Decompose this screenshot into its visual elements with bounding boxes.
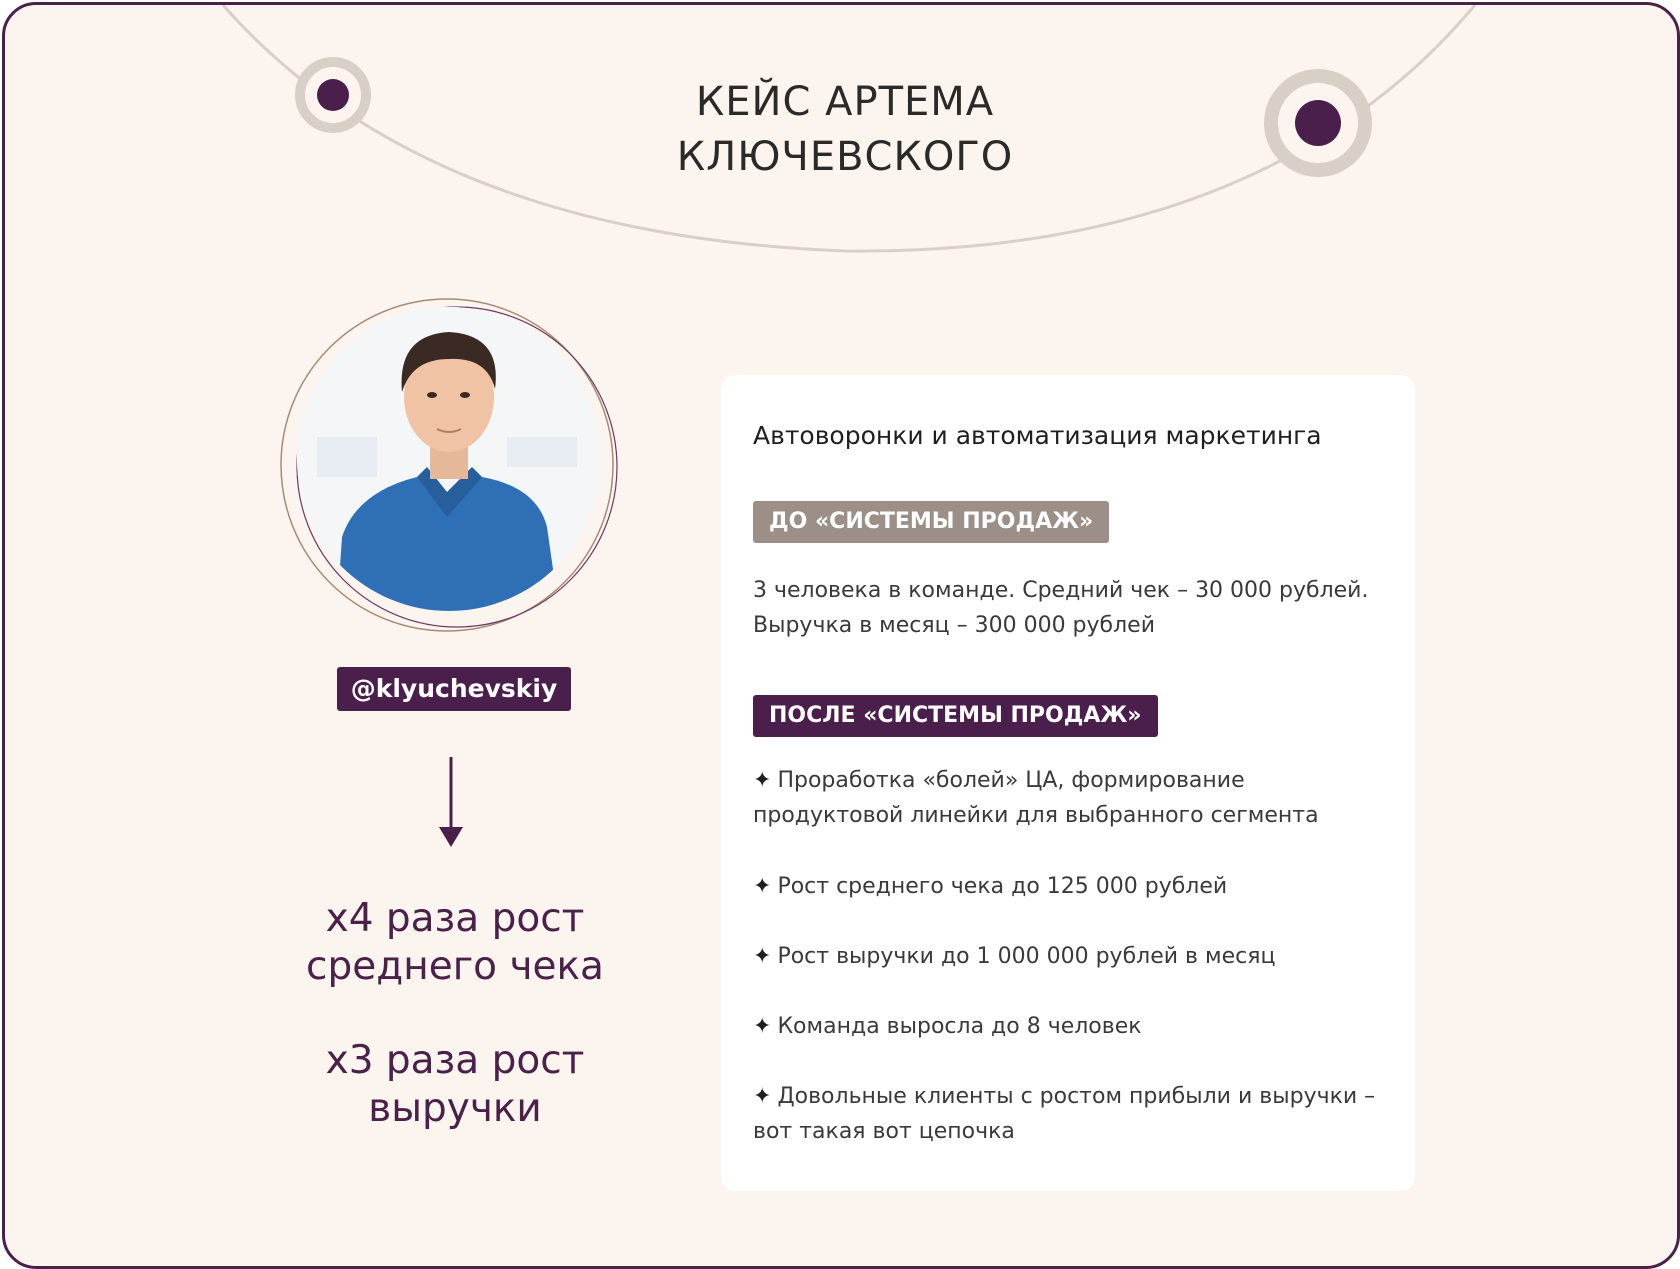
avatar-photo xyxy=(297,307,601,611)
instagram-handle[interactable]: @klyuchevskiy xyxy=(337,667,571,711)
after-bullet-text: Рост выручки до 1 000 000 рублей в месяц xyxy=(777,944,1276,969)
after-bullet-text: Рост среднего чека до 125 000 рублей xyxy=(777,874,1228,899)
star-bullet-icon: ✦ xyxy=(753,1014,772,1039)
result-revenue-line-1: x3 раза рост xyxy=(325,1038,585,1083)
after-bullet-item xyxy=(753,869,1393,904)
before-description: 3 человека в команде. Средний чек – 30 000 рублей. Выручка в месяц – 300 000 рублей xyxy=(753,578,1369,638)
person-photo-illustration xyxy=(297,307,601,611)
star-bullet-icon: ✦ xyxy=(753,768,772,793)
star-bullet-icon: ✦ xyxy=(753,1084,772,1109)
avatar xyxy=(277,295,625,643)
panel-heading: Автоворонки и автоматизация маркетинга xyxy=(753,421,1322,450)
title-line-1: КЕЙС АРТЕМА xyxy=(695,79,995,125)
title-line-2: КЛЮЧЕВСКОГО xyxy=(676,134,1014,180)
after-bullet-item xyxy=(753,1009,1393,1044)
after-tag: ПОСЛЕ «СИСТЕМЫ ПРОДАЖ» xyxy=(753,695,1158,737)
case-details-panel xyxy=(721,375,1415,1191)
result-average-check-line-2: среднего чека xyxy=(306,944,604,989)
decor-dot-right xyxy=(1271,76,1365,170)
arrow-down-icon xyxy=(439,755,463,849)
decor-dot-left xyxy=(300,62,366,128)
case-card xyxy=(2,2,1680,1269)
after-bullet-text: Команда выросла до 8 человек xyxy=(777,1014,1142,1039)
result-revenue xyxy=(245,1037,665,1133)
after-bullet-item xyxy=(753,1079,1393,1149)
after-bullet-item xyxy=(753,763,1393,833)
page-title xyxy=(545,75,1145,185)
result-revenue-line-2: выручки xyxy=(368,1086,542,1131)
result-average-check xyxy=(245,895,665,991)
star-bullet-icon: ✦ xyxy=(753,874,772,899)
after-bullet-text: Проработка «болей» ЦА, формирование продуктовой линейки для выбранного сегмента xyxy=(753,768,1319,828)
result-average-check-line-1: x4 раза рост xyxy=(325,896,585,941)
after-bullet-item xyxy=(753,939,1393,974)
before-tag: ДО «СИСТЕМЫ ПРОДАЖ» xyxy=(753,501,1109,543)
star-bullet-icon: ✦ xyxy=(753,944,772,969)
after-bullet-text: Довольные клиенты с ростом прибыли и выручки – вот такая вот цепочка xyxy=(753,1084,1376,1144)
